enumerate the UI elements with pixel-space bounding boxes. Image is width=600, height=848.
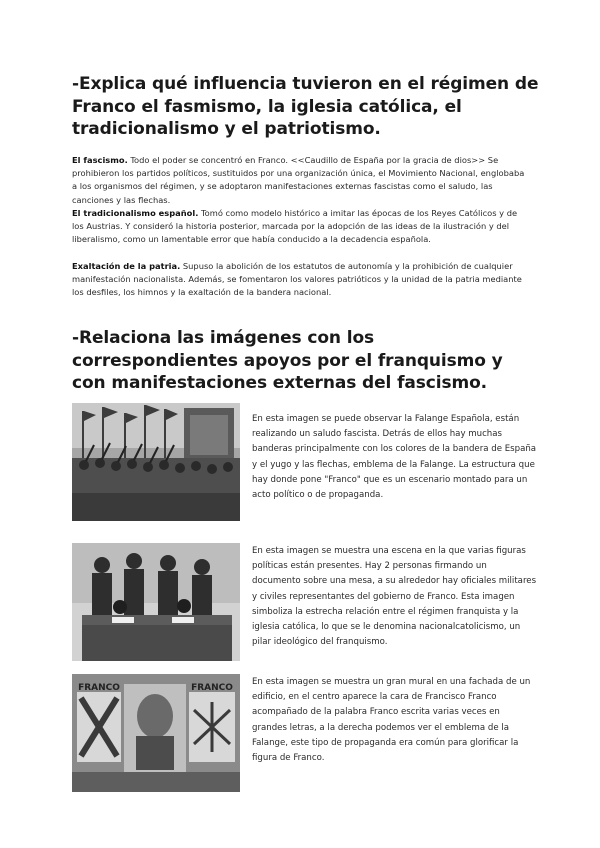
tradicionalismo-label: El tradicionalismo español. xyxy=(72,208,199,218)
patria-paragraph xyxy=(72,260,530,300)
tradicionalismo-paragraph xyxy=(72,207,530,247)
patria-label: Exaltación de la patria. xyxy=(72,261,181,271)
tradicionalismo-text: Tomó como modelo histórico a imitar las épocas de los Reyes Católicos y de los Austrias. Y consideró la historia posterior, marcada por la adopción de las ideas de la ilustración y del liberalismo, como un lamentable error que había conducido a la decadencia española. xyxy=(72,208,518,245)
patria-text: Supuso la abolición de los estatutos de autonomía y la prohibición de cualquier manifestación nacionalista. Además, se fomentaron los valores patrióticos y la unidad de la patria mediante los desfiles, los himnos y la exaltación de la bandera nacional. xyxy=(72,261,522,298)
image2-description: En esta imagen se muestra una escena en la que varias figuras políticas están presentes. Hay 2 personas firmando un documento sobre una mesa, a su alrededor hay oficiales militares y civiles representantes del gobierno de Franco. Esta imagen simboliza la estrecha relación entre el régimen franquista y la iglesia católica, lo que se le denomina nacionalcatolicismo, un pilar ideológico del franquismo. xyxy=(252,546,537,648)
question-heading-2: -Relaciona las imágenes con los correspondientes apoyos por el franquismo y con manifestaciones externas del fascismo. xyxy=(72,328,503,393)
image1-description: En esta imagen se puede observar la Falange Española, están realizando un saludo fascista. Detrás de ellos hay muchas banderas principalmente con los colores de la bandera de España y el yugo y las flechas, emblema de la Falange. La estructura que hay donde pone "Franco" que es un escenario montado para un acto político o de propaganda. xyxy=(252,414,537,501)
mural-word-right: FRANCO xyxy=(191,683,233,693)
mural-word-left: FRANCO xyxy=(78,683,120,693)
image3-description: En esta imagen se muestra un gran mural en una fachada de un edificio, en el centro aparece la cara de Francisco Franco acompañado de la palabra Franco escrita varias veces en grandes letras, a la derecha podemos ver el emblema de la Falange, este tipo de propaganda era común para glorificar la figura de Franco. xyxy=(252,677,531,764)
signing-scene-photo xyxy=(72,543,240,661)
fascismo-paragraph xyxy=(72,154,530,207)
falange-parade-photo xyxy=(72,403,240,521)
franco-mural-photo xyxy=(72,674,240,792)
fascismo-text: Todo el poder se concentró en Franco. <<Caudillo de España por la gracia de dios>> Se prohibieron los partidos políticos, sustituidos por una organización única, el Movimiento Nacional, englobaba a los organismos del régimen, y se adoptaron manifestaciones externas fascistas como el saludo, las canciones y las flechas. xyxy=(72,155,525,205)
question-heading-1: -Explica qué influencia tuvieron en el régimen de Franco el fasmismo, la iglesia católica, el tradicionalismo y el patriotismo. xyxy=(72,74,539,139)
fascismo-label: El fascismo. xyxy=(72,155,128,165)
